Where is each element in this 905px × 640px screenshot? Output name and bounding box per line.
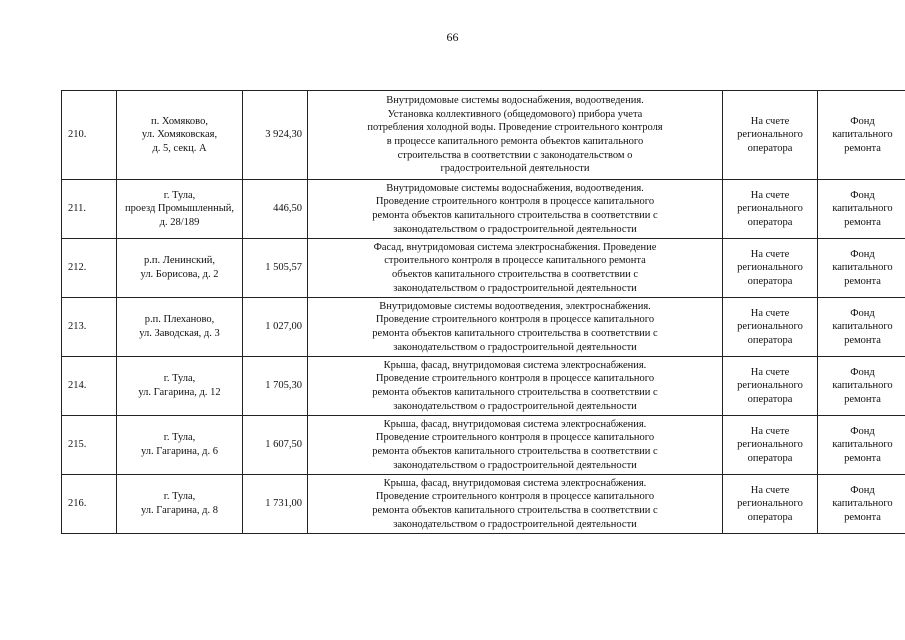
address-line: г. Тула, (163, 491, 196, 503)
table-row (62, 91, 905, 180)
address-line: ул. Борисова, д. 2 (140, 269, 219, 280)
source-line: ремонта (844, 511, 881, 523)
description-line: ремонта объектов капитального строительства в соответствии с (372, 505, 658, 516)
address-cell (117, 475, 243, 534)
account-line: оператора (747, 511, 793, 523)
description-line: Проведение строительного контроля в процессе капитального (375, 314, 655, 326)
description-cell (308, 239, 723, 298)
description-line: строительства в соответствии с законодательством о (397, 149, 633, 161)
address-line: д. 28/189 (159, 216, 200, 228)
cost-value: 1 731,00 (265, 498, 302, 510)
source-line: ремонта (844, 334, 881, 346)
repair-works-table (61, 90, 905, 534)
row-number-cell (62, 298, 117, 357)
account-line: На счете (750, 366, 790, 378)
description-cell (308, 91, 723, 180)
account-line: оператора (747, 216, 793, 228)
description-line: ремонта объектов капитального строительства в соответствии с (372, 446, 658, 457)
source-line: ремонта (844, 452, 881, 464)
description-line: законодательством о градостроительной деятельности (393, 341, 637, 353)
address-cell (117, 416, 243, 475)
source-line: ремонта (844, 275, 881, 287)
account-line: На счете (750, 484, 790, 496)
source-line: капитального (832, 439, 893, 451)
cost-cell (243, 298, 308, 357)
row-number: 216. (68, 498, 87, 510)
address-line: ул. Хомяковская, (141, 129, 218, 141)
account-line: оператора (747, 275, 793, 287)
source-cell (818, 91, 905, 180)
cost-cell (243, 91, 308, 180)
address-line: ул. Гагарина, д. 8 (141, 505, 218, 516)
account-cell (723, 180, 818, 239)
cost-cell (243, 180, 308, 239)
description-line: градостроительной деятельности (440, 163, 590, 175)
description-line: Внутридомовые системы водоснабжения, водоотведения. (386, 182, 644, 194)
account-line: регионального (737, 321, 803, 333)
row-number-cell (62, 239, 117, 298)
source-line: капитального (832, 129, 893, 141)
description-line: Установка коллективного (общедомового) прибора учета (387, 108, 643, 120)
row-number-cell (62, 416, 117, 475)
row-number-cell (62, 91, 117, 180)
description-line: законодательством о градостроительной деятельности (393, 400, 637, 412)
source-line: Фонд (850, 189, 875, 201)
source-line: ремонта (844, 142, 881, 154)
account-cell (723, 475, 818, 534)
account-line: оператора (747, 334, 793, 346)
source-line: Фонд (850, 307, 875, 319)
row-number: 213. (68, 321, 87, 333)
description-cell (308, 298, 723, 357)
row-number-cell (62, 180, 117, 239)
description-line: Фасад, внутридомовая система электроснабжения. Проведение (373, 241, 657, 253)
address-line: ул. Заводская, д. 3 (139, 328, 220, 339)
page-number: 66 (446, 30, 459, 44)
description-line: законодательством о градостроительной деятельности (393, 223, 637, 235)
source-line: Фонд (850, 425, 875, 437)
address-line: р.п. Плеханово, (144, 314, 215, 326)
source-line: Фонд (850, 248, 875, 260)
description-line: Внутридомовые системы водоотведения, электроснабжения. (379, 300, 651, 312)
source-cell (818, 239, 905, 298)
account-line: регионального (737, 498, 803, 510)
account-line: На счете (750, 248, 790, 260)
source-line: ремонта (844, 393, 881, 405)
description-cell (308, 475, 723, 534)
table-body (62, 91, 905, 534)
source-line: капитального (832, 321, 893, 333)
description-line: строительного контроля в процессе капитального ремонта (384, 255, 646, 267)
description-line: законодательством о градостроительной деятельности (393, 282, 637, 294)
description-line: объектов капитального строительства в соответствии с (392, 269, 638, 280)
account-line: регионального (737, 439, 803, 451)
source-line: Фонд (850, 115, 875, 127)
source-cell (818, 298, 905, 357)
cost-value: 1 607,50 (265, 439, 302, 451)
cost-value: 1 027,00 (265, 321, 302, 333)
account-line: регионального (737, 129, 803, 141)
cost-cell (243, 357, 308, 416)
description-line: законодательством о градостроительной деятельности (393, 518, 637, 530)
cost-cell (243, 416, 308, 475)
source-cell (818, 416, 905, 475)
row-number: 214. (68, 380, 87, 392)
source-line: капитального (832, 380, 893, 392)
description-line: потребления холодной воды. Проведение строительного контроля (367, 122, 663, 134)
source-cell (818, 357, 905, 416)
row-number: 211. (68, 203, 86, 215)
source-line: Фонд (850, 484, 875, 496)
description-line: Проведение строительного контроля в процессе капитального (375, 491, 655, 503)
address-line: проезд Промышленный, (124, 203, 235, 215)
source-line: капитального (832, 498, 893, 510)
address-cell (117, 91, 243, 180)
description-line: Внутридомовые системы водоснабжения, водоотведения. (386, 95, 644, 107)
address-line: г. Тула, (163, 432, 196, 444)
address-cell (117, 180, 243, 239)
source-cell (818, 475, 905, 534)
table-row (62, 416, 905, 475)
address-line: г. Тула, (163, 373, 196, 385)
table-row (62, 475, 905, 534)
description-cell (308, 416, 723, 475)
account-line: регионального (737, 380, 803, 392)
account-line: На счете (750, 307, 790, 319)
address-line: ул. Гагарина, д. 12 (138, 387, 221, 398)
account-line: оператора (747, 142, 793, 154)
account-cell (723, 357, 818, 416)
source-cell (818, 180, 905, 239)
account-cell (723, 416, 818, 475)
account-line: На счете (750, 425, 790, 437)
account-line: оператора (747, 393, 793, 405)
description-line: в процессе капитального ремонта объектов капитального (386, 136, 644, 147)
address-line: г. Тула, (163, 189, 196, 201)
description-cell (308, 357, 723, 416)
description-line: ремонта объектов капитального строительства в соответствии с (372, 328, 658, 339)
address-line: р.п. Ленинский, (144, 255, 215, 267)
description-line: законодательством о градостроительной деятельности (393, 459, 637, 471)
cost-cell (243, 239, 308, 298)
row-number-cell (62, 357, 117, 416)
description-line: ремонта объектов капитального строительства в соответствии с (372, 210, 658, 221)
table-row (62, 180, 905, 239)
description-line: Проведение строительного контроля в процессе капитального (375, 373, 655, 385)
source-line: капитального (832, 262, 893, 274)
cost-value: 3 924,30 (265, 129, 302, 141)
table-row (62, 298, 905, 357)
address-cell (117, 298, 243, 357)
description-line: ремонта объектов капитального строительства в соответствии с (372, 387, 658, 398)
description-line: Крыша, фасад, внутридомовая система электроснабжения. (383, 418, 647, 430)
table-row (62, 357, 905, 416)
source-line: Фонд (850, 366, 875, 378)
cost-cell (243, 475, 308, 534)
cost-value: 1 505,57 (265, 262, 302, 274)
table-row (62, 239, 905, 298)
row-number-cell (62, 475, 117, 534)
address-cell (117, 239, 243, 298)
row-number: 215. (68, 439, 87, 451)
description-line: Проведение строительного контроля в процессе капитального (375, 432, 655, 444)
account-line: оператора (747, 452, 793, 464)
description-line: Проведение строительного контроля в процессе капитального (375, 196, 655, 208)
address-line: д. 5, секц. А (152, 142, 207, 154)
source-line: ремонта (844, 216, 881, 228)
address-line: ул. Гагарина, д. 6 (141, 446, 218, 457)
cost-value: 1 705,30 (265, 380, 302, 392)
address-line: п. Хомяково, (151, 115, 208, 127)
description-cell (308, 180, 723, 239)
row-number: 212. (68, 262, 87, 274)
row-number: 210. (68, 129, 87, 141)
source-line: капитального (832, 203, 893, 215)
account-cell (723, 91, 818, 180)
description-line: Крыша, фасад, внутридомовая система электроснабжения. (383, 477, 647, 489)
account-cell (723, 239, 818, 298)
description-line: Крыша, фасад, внутридомовая система электроснабжения. (383, 359, 647, 371)
account-cell (723, 298, 818, 357)
account-line: На счете (750, 189, 790, 201)
account-line: На счете (750, 115, 790, 127)
account-line: регионального (737, 203, 803, 215)
address-cell (117, 357, 243, 416)
account-line: регионального (737, 262, 803, 274)
cost-value: 446,50 (273, 203, 302, 215)
